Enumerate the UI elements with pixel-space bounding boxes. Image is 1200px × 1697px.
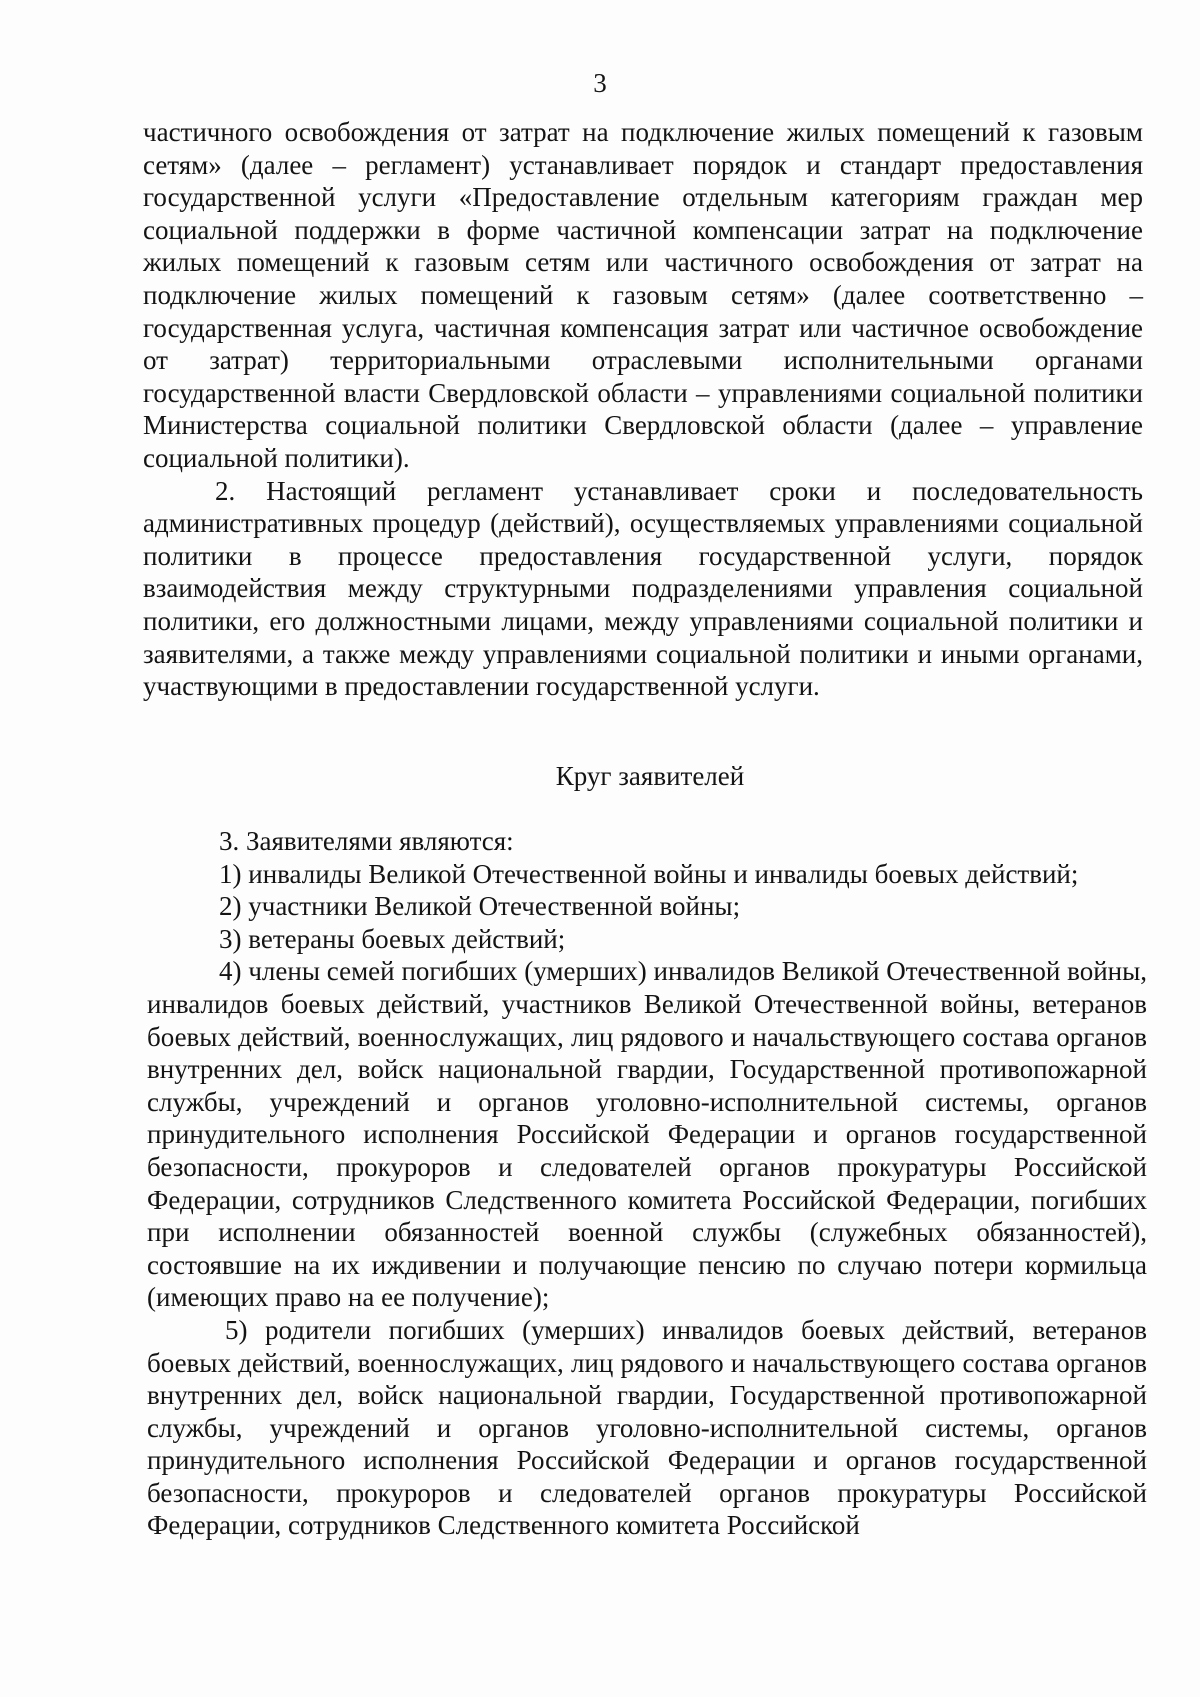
list-item: 2) участники Великой Отечественной войны;	[219, 891, 741, 922]
list-item: 1) инвалиды Великой Отечественной войны и инвалиды боевых действий;	[219, 858, 1079, 889]
list-item: 5) родители погибших (умерших) инвалидов боевых действий, ветеранов боевых действий, военнослужащих, лиц рядового и начальствующего состава органов внутренних дел, войск национальной гвардии, Государственной противопожарной службы, учреждений и органов уголовно-исполнительной системы, органов принудительного исполнения Российской Федерации и органов государственной безопасности, прокуроров и следователей органов прокуратуры Российской Федерации, сотрудников Следственного комитета Российской	[147, 1314, 1147, 1541]
page-number: 3	[593, 68, 607, 98]
paragraph-3: 3. Заявителями являются:	[219, 826, 514, 856]
list-item: 4) члены семей погибших (умерших) инвалидов Великой Отечественной войны, инвалидов боевых действий, участников Великой Отечественной войны, ветеранов боевых действий, военнослужащих, лиц рядового и начальствующего состава органов внутренних дел, войск национальной гвардии, Государственной противопожарной службы, учреждений и органов уголовно-исполнительной системы, органов принудительного исполнения Российской Федерации и органов государственной безопасности, прокуроров и следователей органов прокуратуры Российской Федерации, сотрудников Следственного комитета Российской Федерации, погибших при исполнении обязанностей военной службы (служебных обязанностей), состоявшие на их иждивении и получающие пенсию по случаю потери кормильца (имеющих право на ее получение);	[147, 956, 1147, 1313]
top-text-block	[143, 116, 1143, 703]
list-item: 3) ветераны боевых действий;	[219, 923, 566, 954]
intro-paragraph: частичного освобождения от затрат на подключение жилых помещений к газовым сетям» (далее – регламент) устанавливает порядок и стандарт предоставления государственной услуги «Предоставление отдельным категориям граждан мер социальной поддержки в форме частичной компенсации затрат на подключение жилых помещений к газовым сетям или частичного освобождения от затрат на подключение жилых помещений к газовым сетям» (далее соответственно – государственная услуга, частичная компенсация затрат или частичное освобождение от затрат) территориальными отраслевыми исполнительными органами государственной власти Свердловской области – управлениями социальной политики Министерства социальной политики Свердловской области (далее – управление социальной политики).	[143, 117, 1143, 473]
paragraph-2: 2. Настоящий регламент устанавливает сроки и последовательность административных процедур (действий), осуществляемых управлениями социальной политики в процессе предоставления государственной услуги, порядок взаимодействия между структурными подразделениями управления социальной политики, его должностными лицами, между управлениями социальной политики и заявителями, а также между управлениями социальной политики и иными органами, участвующими в предоставлении государственной услуги.	[143, 475, 1143, 702]
section-heading: Круг заявителей	[555, 761, 745, 791]
applicants-text-block	[147, 825, 1147, 1542]
